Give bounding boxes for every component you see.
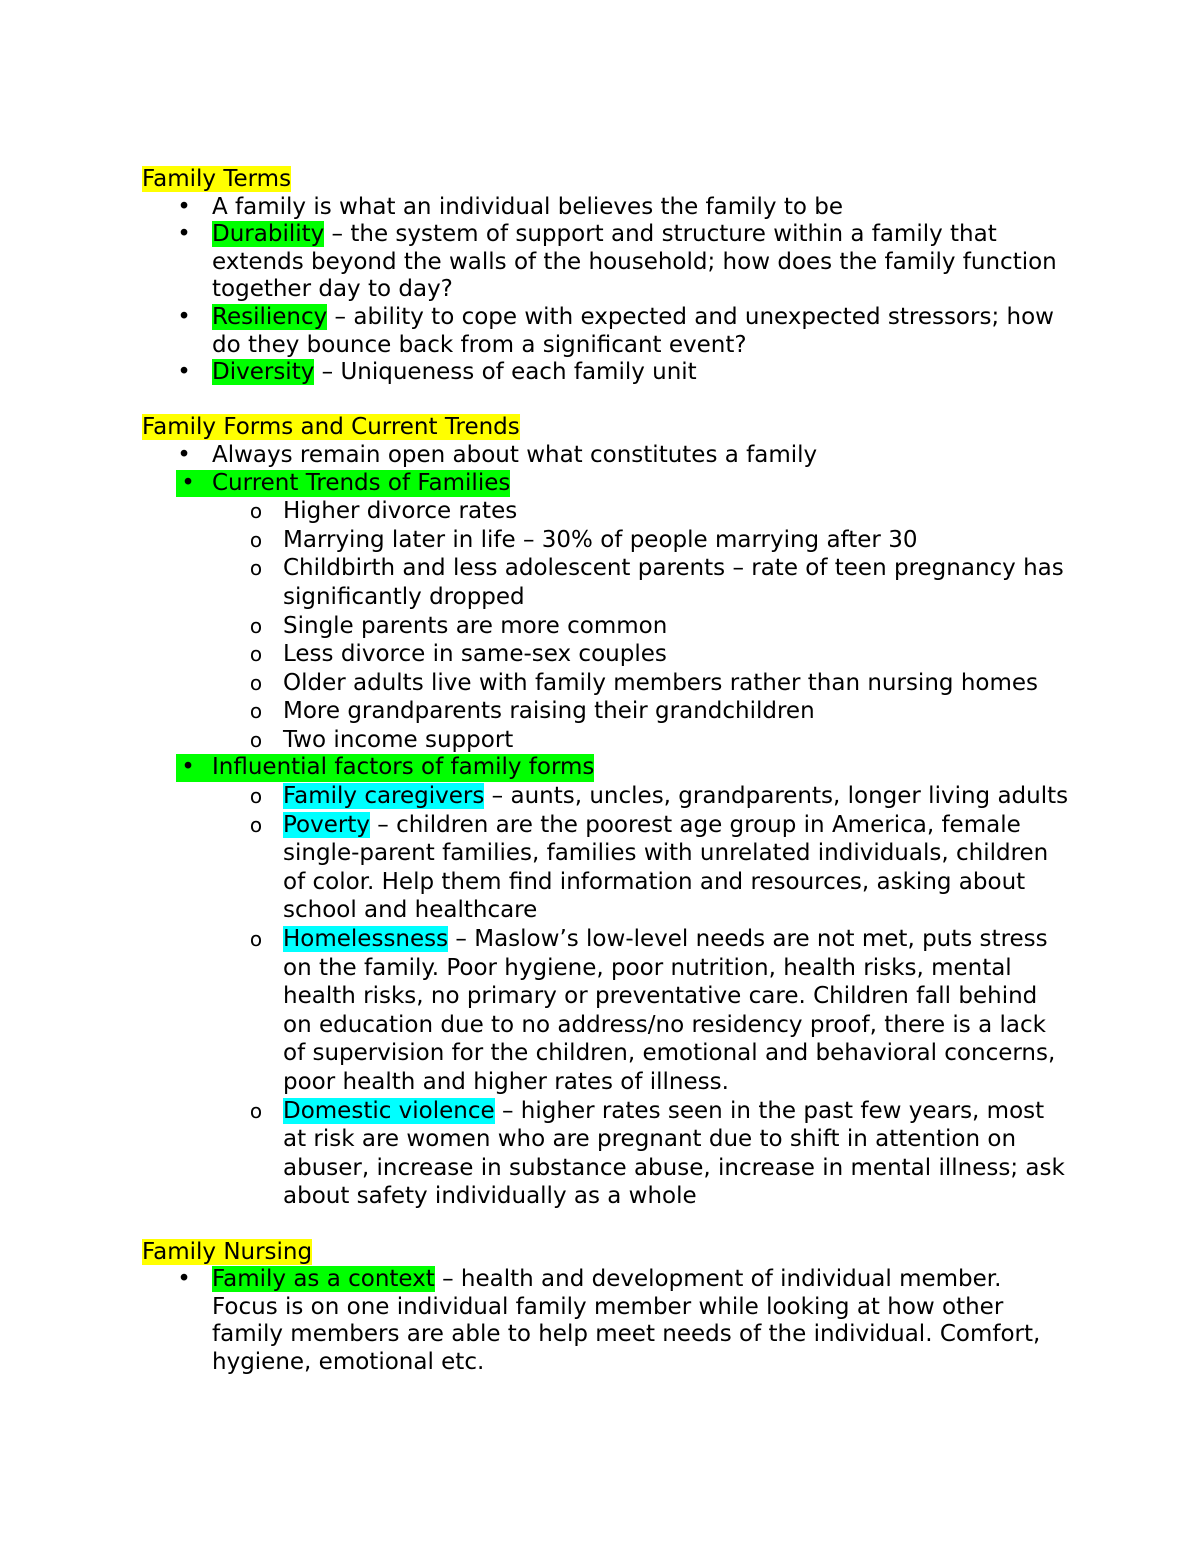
- section-family-nursing: [142, 1239, 1070, 1377]
- list-item-influential-factors: [142, 754, 1070, 1211]
- circle-bullet-icon: o: [249, 927, 263, 952]
- sub-list-item: o Childbirth and less adolescent parents – rate of teen pregnancy has significantly dropped: [142, 554, 1070, 611]
- term-highlight: Durability: [212, 221, 325, 248]
- circle-bullet-icon: o: [249, 556, 263, 581]
- circle-bullet-icon: o: [249, 527, 263, 552]
- term-highlight: Resiliency: [212, 303, 328, 330]
- bullet-list: [142, 194, 1070, 387]
- bullet-icon: •: [177, 303, 191, 330]
- sub-list-item: o Older adults live with family members rather than nursing homes: [142, 669, 1070, 698]
- circle-bullet-icon: o: [249, 670, 263, 695]
- section-heading: Family Forms and Current Trends: [142, 414, 520, 441]
- circle-bullet-icon: o: [249, 784, 263, 809]
- list-item: • Resiliency – ability to cope with expected and unexpected stressors; how do they bounce back from a significant event?: [142, 304, 1070, 359]
- bullet-icon: •: [181, 469, 195, 496]
- section-heading: Family Nursing: [142, 1238, 313, 1265]
- circle-bullet-icon: o: [249, 499, 263, 524]
- sub-list-item: o More grandparents raising their grandchildren: [142, 697, 1070, 726]
- sub-list-item: o Family caregivers – aunts, uncles, grandparents, longer living adults: [142, 782, 1070, 811]
- list-item: • Always remain open about what constitutes a family: [142, 442, 1070, 470]
- term-highlight: Poverty: [283, 811, 370, 838]
- sub-list-factors: [212, 782, 1070, 1211]
- sub-list-item: o Two income support: [142, 726, 1070, 755]
- circle-bullet-icon: o: [249, 727, 263, 752]
- highlight-row: • Current Trends of Families: [176, 470, 510, 498]
- bullet-list: [142, 1266, 1070, 1376]
- term-highlight: Family as a context: [212, 1266, 435, 1293]
- circle-bullet-icon: o: [249, 1098, 263, 1123]
- circle-bullet-icon: o: [249, 642, 263, 667]
- bullet-list: [142, 442, 1070, 1211]
- bullet-icon: •: [177, 1266, 191, 1293]
- sub-list-item: o Marrying later in life – 30% of people marrying after 30: [142, 526, 1070, 555]
- highlight-row: • Influential factors of family forms: [176, 754, 594, 782]
- sub-list-item: o Higher divorce rates: [142, 497, 1070, 526]
- bullet-icon: •: [177, 359, 191, 386]
- circle-bullet-icon: o: [249, 812, 263, 837]
- term-highlight: Homelessness: [283, 926, 449, 953]
- sub-list-item: o Less divorce in same-sex couples: [142, 640, 1070, 669]
- sub-list-item: o Poverty – children are the poorest age group in America, female single-parent families, families with unrelated individuals, children of color. Help them find information and resources, asking about school and healthcare: [142, 811, 1070, 925]
- section-family-forms: [142, 414, 1070, 1211]
- bullet-icon: •: [181, 754, 195, 781]
- sub-list-item: o Domestic violence – higher rates seen in the past few years, most at risk are women who are pregnant due to shift in attention on abuser, increase in substance abuse, increase in mental illness; ask about safety individually as a whole: [142, 1097, 1070, 1211]
- list-item: • Diversity – Uniqueness of each family unit: [142, 359, 1070, 387]
- list-item: • A family is what an individual believes the family to be: [142, 194, 1070, 222]
- circle-bullet-icon: o: [249, 699, 263, 724]
- bullet-icon: •: [177, 193, 191, 220]
- list-item: • Durability – the system of support and structure within a family that extends beyond the walls of the household; how does the family function together day to day?: [142, 221, 1070, 304]
- list-item: • Family as a context – health and development of individual member. Focus is on one individual family member while looking at how other family members are able to help meet needs of the individual. Comfort, hygiene, emotional etc.: [142, 1266, 1070, 1376]
- sub-list-trends: [212, 497, 1070, 754]
- term-highlight: Family caregivers: [283, 783, 485, 810]
- section-heading: Family Terms: [142, 166, 292, 192]
- bullet-icon: •: [177, 221, 191, 248]
- circle-bullet-icon: o: [249, 613, 263, 638]
- sub-list-item: o Single parents are more common: [142, 612, 1070, 641]
- section-family-terms: [142, 166, 1070, 387]
- term-highlight: Domestic violence: [283, 1097, 495, 1124]
- bullet-icon: •: [177, 441, 191, 468]
- sub-list-item: o Homelessness – Maslow’s low-level needs are not met, puts stress on the family. Poor hygiene, poor nutrition, health risks, mental health risks, no primary or preventative care. Children fall behind on education due to no address/no residency proof, there is a lack of supervision for the children, emotional and behavioral concerns, poor health and higher rates of illness.: [142, 925, 1070, 1097]
- term-highlight: Diversity: [212, 359, 315, 386]
- list-item-current-trends: [142, 470, 1070, 755]
